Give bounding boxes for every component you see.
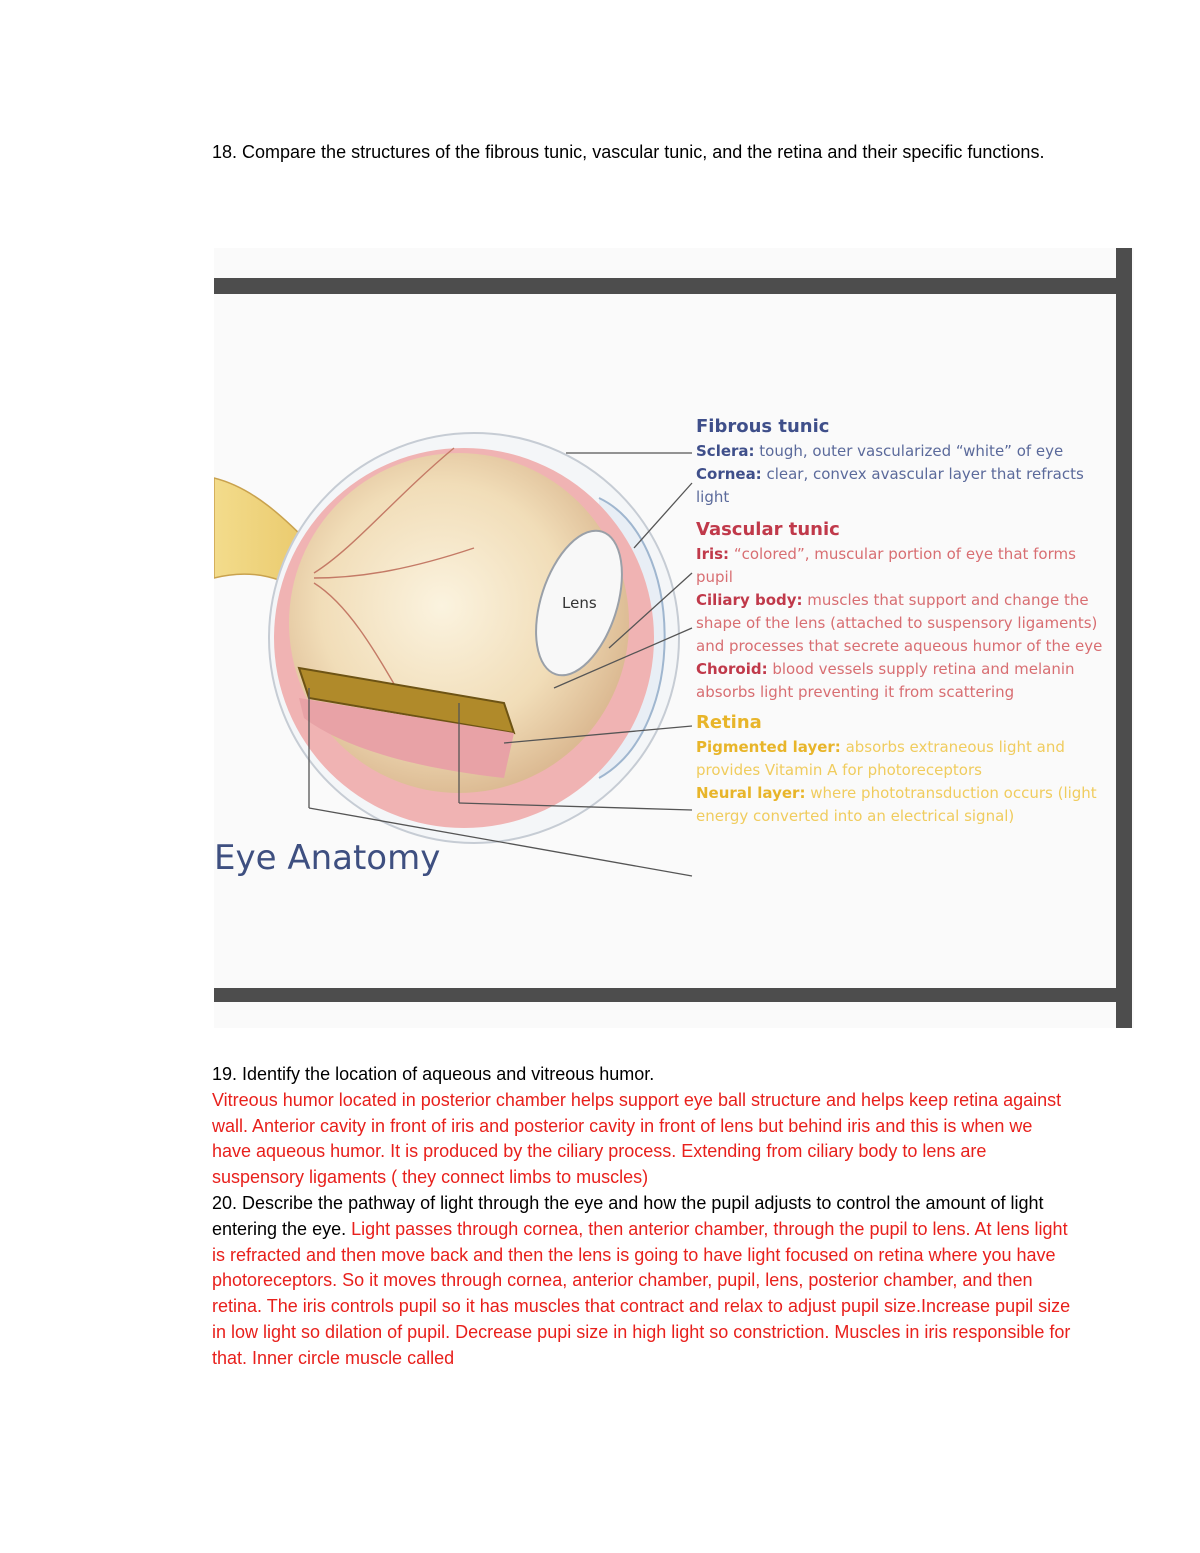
answer-20: Light passes through cornea, then anterior chamber, through the pupil to lens. At lens light is refracted and then move back and then the lens is going to have light focused on retina where you have photoreceptors. So it moves through cornea, anterior chamber, pupil, lens, posterior chamber, and then retina. The iris controls pupil so it has muscles that contract and relax to adjust pupil size.Increase pupil size in low light so dilation of pupil. Decrease pupi size in high light so constriction. Muscles in iris responsible for that. Inner circle muscle called: [212, 1218, 1071, 1368]
lens-label: Lens: [562, 594, 597, 612]
cornea-entry: Cornea: clear, convex avascular layer that refracts light: [696, 465, 1084, 506]
fibrous-tunic-title: Fibrous tunic: [696, 416, 830, 437]
question-20: 20. Describe the pathway of light through the eye and how the pupil adjusts to control the amount of light entering the eye.: [212, 1192, 1044, 1239]
pigmented-layer-entry: Pigmented layer: absorbs extraneous light and provides Vitamin A for photoreceptors: [696, 738, 1065, 779]
choroid-entry: Choroid: blood vessels supply retina and melanin absorbs light preventing it from scattering: [696, 660, 1075, 701]
ciliary-body-entry: Ciliary body: muscles that support and change the shape of the lens (attached to suspensory ligaments) and processes that secrete aqueous humor of the eye: [696, 591, 1103, 655]
eye-anatomy-figure: [214, 248, 1134, 1028]
figure-title: Eye Anatomy: [214, 838, 441, 878]
question-20-block: [212, 1191, 1072, 1372]
frame-bottom-bar: [214, 988, 1118, 1002]
retina-title: Retina: [696, 712, 762, 733]
neural-layer-entry: Neural layer: where phototransduction occurs (light energy converted into an electrical signal): [696, 784, 1097, 825]
iris-entry: Iris: “colored”, muscular portion of eye that forms pupil: [696, 545, 1076, 586]
anatomy-legend: [696, 414, 1116, 828]
question-19-block: [212, 1062, 1072, 1372]
vascular-tunic-title: Vascular tunic: [696, 519, 840, 540]
frame-right-bar: [1116, 248, 1132, 1028]
sclera-entry: Sclera: tough, outer vascularized “white” of eye: [696, 442, 1064, 460]
answer-19: Vitreous humor located in posterior chamber helps support eye ball structure and helps keep retina against wall. Anterior cavity in front of iris and posterior cavity in front of lens but behind iris and this is when we have aqueous humor. It is produced by the ciliary process. Extending from ciliary body to lens are suspensory ligaments ( they connect limbs to muscles): [212, 1089, 1062, 1188]
question-19: 19. Identify the location of aqueous and vitreous humor.: [212, 1064, 655, 1084]
question-18: 18. Compare the structures of the fibrous tunic, vascular tunic, and the retina and their specific functions.: [212, 142, 1045, 162]
